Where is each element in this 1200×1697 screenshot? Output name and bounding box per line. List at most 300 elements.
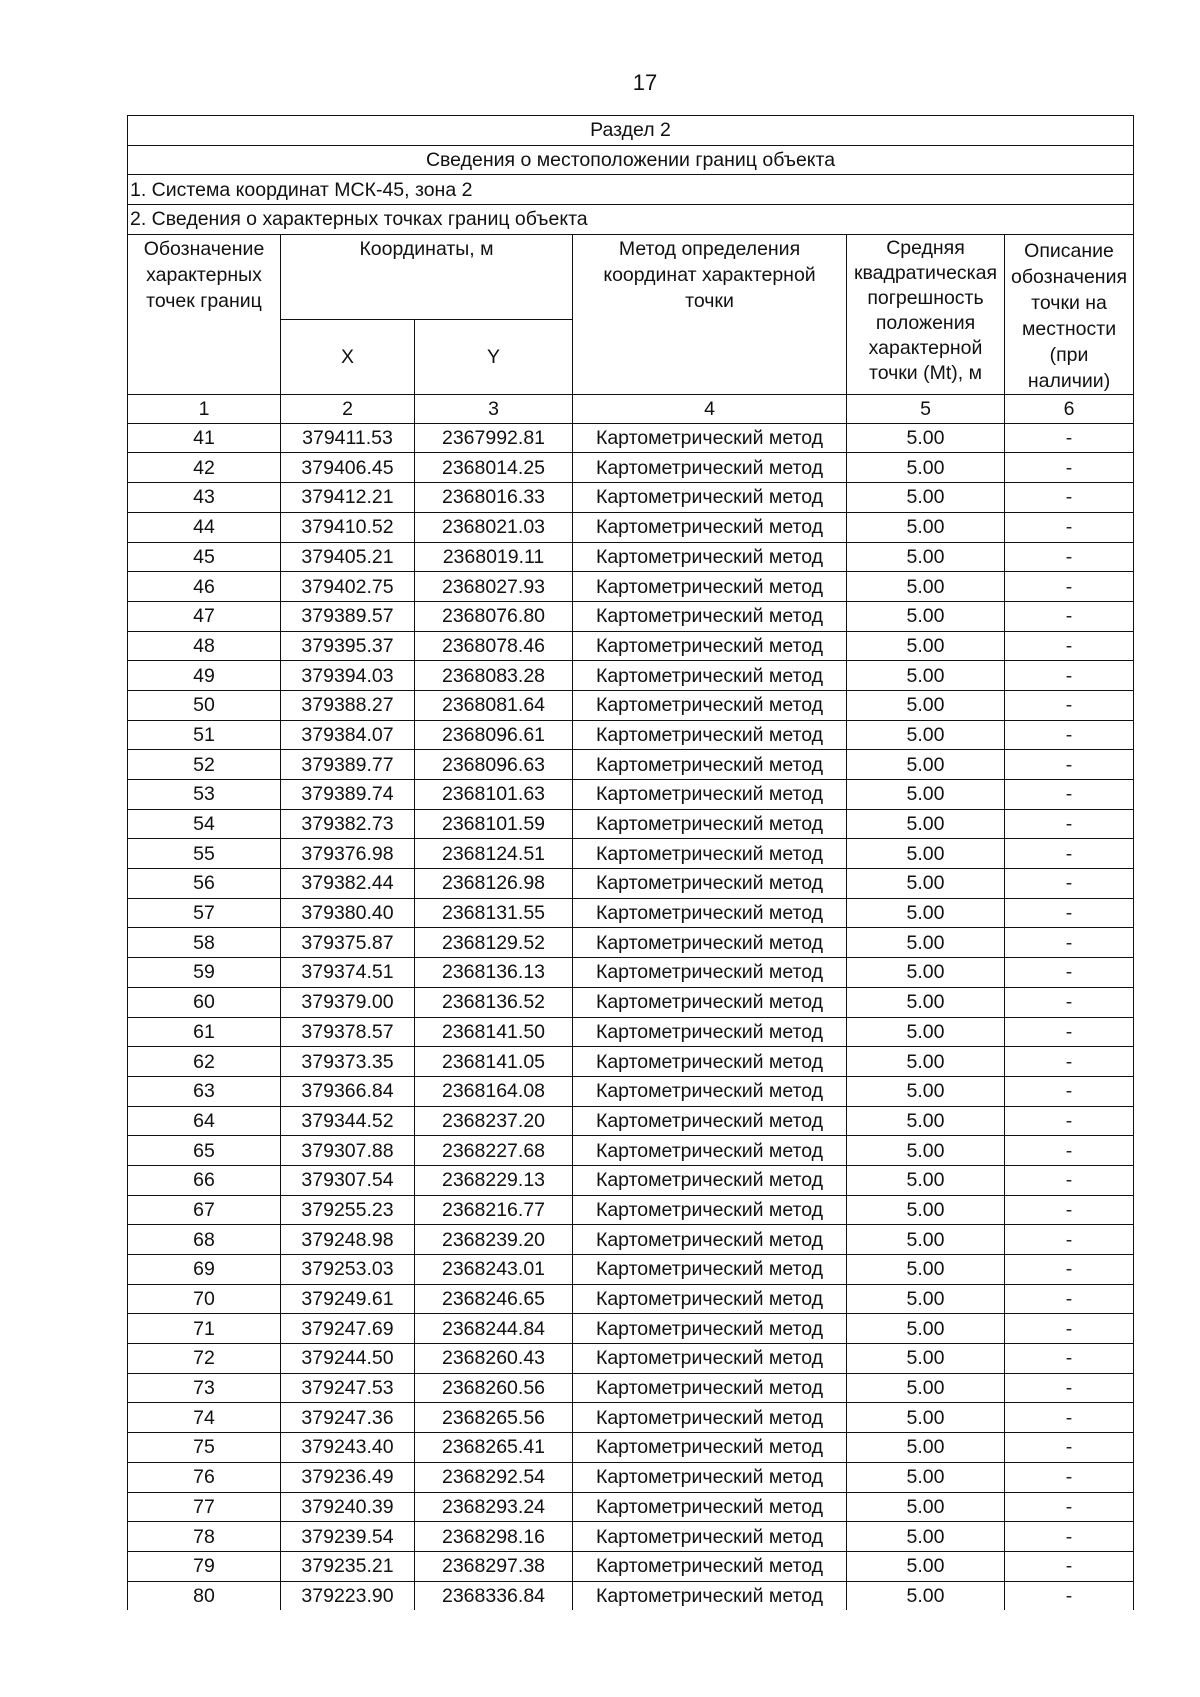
point-id-cell: 54 bbox=[128, 809, 281, 839]
x-coordinate-cell: 379223.90 bbox=[281, 1581, 415, 1610]
x-coordinate-cell: 379388.27 bbox=[281, 690, 415, 720]
point-id-cell: 70 bbox=[128, 1284, 281, 1314]
description-cell: - bbox=[1005, 453, 1134, 483]
x-coordinate-cell: 379244.50 bbox=[281, 1344, 415, 1374]
table-row bbox=[128, 1225, 1134, 1255]
section-title: Раздел 2 bbox=[128, 116, 1134, 146]
description-cell: - bbox=[1005, 1225, 1134, 1255]
table-row bbox=[128, 1551, 1134, 1581]
x-coordinate-cell: 379376.98 bbox=[281, 839, 415, 869]
x-coordinate-cell: 379247.36 bbox=[281, 1403, 415, 1433]
description-cell: - bbox=[1005, 720, 1134, 750]
x-coordinate-cell: 379395.37 bbox=[281, 631, 415, 661]
description-cell: - bbox=[1005, 1522, 1134, 1552]
column-number: 1 bbox=[128, 394, 281, 423]
description-cell: - bbox=[1005, 1344, 1134, 1374]
error-cell: 5.00 bbox=[847, 1344, 1005, 1374]
y-coordinate-cell: 2368129.52 bbox=[415, 928, 573, 958]
description-cell: - bbox=[1005, 512, 1134, 542]
table-row bbox=[128, 1136, 1134, 1166]
header-method: Метод определения координат характерной точки bbox=[573, 234, 847, 394]
header-description: Описание обозначения точки на местности (при наличии) bbox=[1005, 234, 1134, 394]
x-coordinate-cell: 379406.45 bbox=[281, 453, 415, 483]
error-cell: 5.00 bbox=[847, 1581, 1005, 1610]
y-coordinate-cell: 2368265.56 bbox=[415, 1403, 573, 1433]
x-coordinate-cell: 379382.44 bbox=[281, 869, 415, 899]
table-row bbox=[128, 1433, 1134, 1463]
point-id-cell: 47 bbox=[128, 601, 281, 631]
error-cell: 5.00 bbox=[847, 601, 1005, 631]
error-cell: 5.00 bbox=[847, 1522, 1005, 1552]
table-row bbox=[128, 1373, 1134, 1403]
method-cell: Картометрический метод bbox=[573, 1255, 847, 1285]
error-cell: 5.00 bbox=[847, 542, 1005, 572]
x-coordinate-cell: 379307.88 bbox=[281, 1136, 415, 1166]
table-row bbox=[128, 1047, 1134, 1077]
error-cell: 5.00 bbox=[847, 928, 1005, 958]
table-row bbox=[128, 928, 1134, 958]
y-coordinate-cell: 2368021.03 bbox=[415, 512, 573, 542]
x-coordinate-cell: 379379.00 bbox=[281, 987, 415, 1017]
method-cell: Картометрический метод bbox=[573, 572, 847, 602]
x-coordinate-cell: 379389.77 bbox=[281, 750, 415, 780]
point-id-cell: 78 bbox=[128, 1522, 281, 1552]
description-cell: - bbox=[1005, 750, 1134, 780]
method-cell: Картометрический метод bbox=[573, 1136, 847, 1166]
method-cell: Картометрический метод bbox=[573, 1581, 847, 1610]
description-cell: - bbox=[1005, 1284, 1134, 1314]
point-id-cell: 42 bbox=[128, 453, 281, 483]
error-cell: 5.00 bbox=[847, 572, 1005, 602]
point-id-cell: 72 bbox=[128, 1344, 281, 1374]
point-id-cell: 65 bbox=[128, 1136, 281, 1166]
point-id-cell: 48 bbox=[128, 631, 281, 661]
y-coordinate-cell: 2368016.33 bbox=[415, 483, 573, 513]
x-coordinate-cell: 379236.49 bbox=[281, 1462, 415, 1492]
table-row bbox=[128, 1492, 1134, 1522]
coordinate-system-row bbox=[128, 175, 1134, 205]
method-cell: Картометрический метод bbox=[573, 1492, 847, 1522]
point-id-cell: 62 bbox=[128, 1047, 281, 1077]
method-cell: Картометрический метод bbox=[573, 1106, 847, 1136]
boundary-points-table bbox=[127, 115, 1134, 1610]
points-heading: 2. Сведения о характерных точках границ объекта bbox=[128, 205, 1134, 235]
method-cell: Картометрический метод bbox=[573, 1225, 847, 1255]
table-row bbox=[128, 1165, 1134, 1195]
method-cell: Картометрический метод bbox=[573, 869, 847, 899]
description-cell: - bbox=[1005, 958, 1134, 988]
column-number: 5 bbox=[847, 394, 1005, 423]
method-cell: Картометрический метод bbox=[573, 1522, 847, 1552]
y-coordinate-cell: 2368229.13 bbox=[415, 1165, 573, 1195]
y-coordinate-cell: 2368298.16 bbox=[415, 1522, 573, 1552]
table-row bbox=[128, 690, 1134, 720]
section-title-row bbox=[128, 116, 1134, 146]
y-coordinate-cell: 2368265.41 bbox=[415, 1433, 573, 1463]
method-cell: Картометрический метод bbox=[573, 720, 847, 750]
x-coordinate-cell: 379247.69 bbox=[281, 1314, 415, 1344]
x-coordinate-cell: 379382.73 bbox=[281, 809, 415, 839]
description-cell: - bbox=[1005, 898, 1134, 928]
method-cell: Картометрический метод bbox=[573, 780, 847, 810]
point-id-cell: 44 bbox=[128, 512, 281, 542]
method-cell: Картометрический метод bbox=[573, 453, 847, 483]
x-coordinate-cell: 379412.21 bbox=[281, 483, 415, 513]
method-cell: Картометрический метод bbox=[573, 809, 847, 839]
y-coordinate-cell: 2368019.11 bbox=[415, 542, 573, 572]
error-cell: 5.00 bbox=[847, 453, 1005, 483]
y-coordinate-cell: 2368239.20 bbox=[415, 1225, 573, 1255]
error-cell: 5.00 bbox=[847, 839, 1005, 869]
method-cell: Картометрический метод bbox=[573, 1433, 847, 1463]
point-id-cell: 73 bbox=[128, 1373, 281, 1403]
column-numbers-row bbox=[128, 394, 1134, 423]
table-row bbox=[128, 661, 1134, 691]
x-coordinate-cell: 379374.51 bbox=[281, 958, 415, 988]
method-cell: Картометрический метод bbox=[573, 512, 847, 542]
error-cell: 5.00 bbox=[847, 1551, 1005, 1581]
table-row bbox=[128, 958, 1134, 988]
error-cell: 5.00 bbox=[847, 1106, 1005, 1136]
x-coordinate-cell: 379389.74 bbox=[281, 780, 415, 810]
point-id-cell: 41 bbox=[128, 423, 281, 453]
method-cell: Картометрический метод bbox=[573, 1551, 847, 1581]
table-row bbox=[128, 809, 1134, 839]
error-cell: 5.00 bbox=[847, 1433, 1005, 1463]
error-cell: 5.00 bbox=[847, 1314, 1005, 1344]
x-coordinate-cell: 379253.03 bbox=[281, 1255, 415, 1285]
y-coordinate-cell: 2368246.65 bbox=[415, 1284, 573, 1314]
subtitle-row bbox=[128, 145, 1134, 175]
y-coordinate-cell: 2368027.93 bbox=[415, 572, 573, 602]
error-cell: 5.00 bbox=[847, 987, 1005, 1017]
column-number: 6 bbox=[1005, 394, 1134, 423]
y-coordinate-cell: 2368141.50 bbox=[415, 1017, 573, 1047]
description-cell: - bbox=[1005, 1403, 1134, 1433]
method-cell: Картометрический метод bbox=[573, 542, 847, 572]
x-coordinate-cell: 379405.21 bbox=[281, 542, 415, 572]
description-cell: - bbox=[1005, 869, 1134, 899]
y-coordinate-cell: 2368216.77 bbox=[415, 1195, 573, 1225]
description-cell: - bbox=[1005, 1136, 1134, 1166]
point-id-cell: 69 bbox=[128, 1255, 281, 1285]
x-coordinate-cell: 379410.52 bbox=[281, 512, 415, 542]
y-coordinate-cell: 2368297.38 bbox=[415, 1551, 573, 1581]
x-coordinate-cell: 379249.61 bbox=[281, 1284, 415, 1314]
y-coordinate-cell: 2368096.61 bbox=[415, 720, 573, 750]
description-cell: - bbox=[1005, 1017, 1134, 1047]
method-cell: Картометрический метод bbox=[573, 423, 847, 453]
points-heading-row bbox=[128, 205, 1134, 235]
method-cell: Картометрический метод bbox=[573, 601, 847, 631]
x-coordinate-cell: 379239.54 bbox=[281, 1522, 415, 1552]
method-cell: Картометрический метод bbox=[573, 1314, 847, 1344]
table-row bbox=[128, 898, 1134, 928]
x-coordinate-cell: 379411.53 bbox=[281, 423, 415, 453]
point-id-cell: 61 bbox=[128, 1017, 281, 1047]
error-cell: 5.00 bbox=[847, 631, 1005, 661]
point-id-cell: 66 bbox=[128, 1165, 281, 1195]
x-coordinate-cell: 379378.57 bbox=[281, 1017, 415, 1047]
description-cell: - bbox=[1005, 809, 1134, 839]
method-cell: Картометрический метод bbox=[573, 1076, 847, 1106]
y-coordinate-cell: 2368101.63 bbox=[415, 780, 573, 810]
error-cell: 5.00 bbox=[847, 1017, 1005, 1047]
point-id-cell: 50 bbox=[128, 690, 281, 720]
point-id-cell: 77 bbox=[128, 1492, 281, 1522]
description-cell: - bbox=[1005, 1165, 1134, 1195]
point-id-cell: 71 bbox=[128, 1314, 281, 1344]
table-row bbox=[128, 1314, 1134, 1344]
x-coordinate-cell: 379247.53 bbox=[281, 1373, 415, 1403]
point-id-cell: 68 bbox=[128, 1225, 281, 1255]
y-coordinate-cell: 2368243.01 bbox=[415, 1255, 573, 1285]
y-coordinate-cell: 2368136.13 bbox=[415, 958, 573, 988]
header-coordinates: Координаты, м bbox=[281, 234, 573, 319]
y-coordinate-cell: 2368101.59 bbox=[415, 809, 573, 839]
x-coordinate-cell: 379373.35 bbox=[281, 1047, 415, 1077]
description-cell: - bbox=[1005, 1581, 1134, 1610]
point-id-cell: 64 bbox=[128, 1106, 281, 1136]
description-cell: - bbox=[1005, 1076, 1134, 1106]
method-cell: Картометрический метод bbox=[573, 1017, 847, 1047]
table-row bbox=[128, 720, 1134, 750]
x-coordinate-cell: 379375.87 bbox=[281, 928, 415, 958]
method-cell: Картометрический метод bbox=[573, 1165, 847, 1195]
table-row bbox=[128, 453, 1134, 483]
method-cell: Картометрический метод bbox=[573, 1195, 847, 1225]
error-cell: 5.00 bbox=[847, 809, 1005, 839]
point-id-cell: 59 bbox=[128, 958, 281, 988]
header-x: X bbox=[281, 319, 415, 394]
error-cell: 5.00 bbox=[847, 661, 1005, 691]
method-cell: Картометрический метод bbox=[573, 690, 847, 720]
error-cell: 5.00 bbox=[847, 423, 1005, 453]
point-id-cell: 43 bbox=[128, 483, 281, 513]
table-row bbox=[128, 601, 1134, 631]
point-id-cell: 51 bbox=[128, 720, 281, 750]
error-cell: 5.00 bbox=[847, 869, 1005, 899]
error-cell: 5.00 bbox=[847, 720, 1005, 750]
x-coordinate-cell: 379255.23 bbox=[281, 1195, 415, 1225]
error-cell: 5.00 bbox=[847, 1403, 1005, 1433]
description-cell: - bbox=[1005, 1047, 1134, 1077]
x-coordinate-cell: 379402.75 bbox=[281, 572, 415, 602]
section-subtitle: Сведения о местоположении границ объекта bbox=[128, 145, 1134, 175]
method-cell: Картометрический метод bbox=[573, 1284, 847, 1314]
description-cell: - bbox=[1005, 839, 1134, 869]
header-y: Y bbox=[415, 319, 573, 394]
error-cell: 5.00 bbox=[847, 1225, 1005, 1255]
y-coordinate-cell: 2368083.28 bbox=[415, 661, 573, 691]
method-cell: Картометрический метод bbox=[573, 839, 847, 869]
description-cell: - bbox=[1005, 928, 1134, 958]
y-coordinate-cell: 2368227.68 bbox=[415, 1136, 573, 1166]
column-number: 4 bbox=[573, 394, 847, 423]
table-row bbox=[128, 542, 1134, 572]
y-coordinate-cell: 2368292.54 bbox=[415, 1462, 573, 1492]
table-row bbox=[128, 631, 1134, 661]
description-cell: - bbox=[1005, 1462, 1134, 1492]
method-cell: Картометрический метод bbox=[573, 1462, 847, 1492]
x-coordinate-cell: 379366.84 bbox=[281, 1076, 415, 1106]
x-coordinate-cell: 379394.03 bbox=[281, 661, 415, 691]
error-cell: 5.00 bbox=[847, 483, 1005, 513]
y-coordinate-cell: 2368014.25 bbox=[415, 453, 573, 483]
error-cell: 5.00 bbox=[847, 1284, 1005, 1314]
table-row bbox=[128, 1195, 1134, 1225]
table-row bbox=[128, 572, 1134, 602]
error-cell: 5.00 bbox=[847, 1373, 1005, 1403]
error-cell: 5.00 bbox=[847, 1136, 1005, 1166]
table-row bbox=[128, 1462, 1134, 1492]
error-cell: 5.00 bbox=[847, 1255, 1005, 1285]
point-id-cell: 74 bbox=[128, 1403, 281, 1433]
method-cell: Картометрический метод bbox=[573, 1403, 847, 1433]
y-coordinate-cell: 2367992.81 bbox=[415, 423, 573, 453]
header-error: Средняя квадратическая погрешность положения характерной точки (Mt), м bbox=[847, 234, 1005, 394]
error-cell: 5.00 bbox=[847, 1165, 1005, 1195]
error-cell: 5.00 bbox=[847, 1047, 1005, 1077]
point-id-cell: 56 bbox=[128, 869, 281, 899]
point-id-cell: 79 bbox=[128, 1551, 281, 1581]
y-coordinate-cell: 2368141.05 bbox=[415, 1047, 573, 1077]
x-coordinate-cell: 379380.40 bbox=[281, 898, 415, 928]
error-cell: 5.00 bbox=[847, 958, 1005, 988]
y-coordinate-cell: 2368076.80 bbox=[415, 601, 573, 631]
y-coordinate-cell: 2368096.63 bbox=[415, 750, 573, 780]
point-id-cell: 63 bbox=[128, 1076, 281, 1106]
x-coordinate-cell: 379243.40 bbox=[281, 1433, 415, 1463]
point-id-cell: 58 bbox=[128, 928, 281, 958]
error-cell: 5.00 bbox=[847, 1195, 1005, 1225]
x-coordinate-cell: 379235.21 bbox=[281, 1551, 415, 1581]
error-cell: 5.00 bbox=[847, 898, 1005, 928]
method-cell: Картометрический метод bbox=[573, 1047, 847, 1077]
point-id-cell: 57 bbox=[128, 898, 281, 928]
y-coordinate-cell: 2368260.43 bbox=[415, 1344, 573, 1374]
y-coordinate-cell: 2368136.52 bbox=[415, 987, 573, 1017]
error-cell: 5.00 bbox=[847, 750, 1005, 780]
table-row bbox=[128, 839, 1134, 869]
point-id-cell: 53 bbox=[128, 780, 281, 810]
x-coordinate-cell: 379240.39 bbox=[281, 1492, 415, 1522]
point-id-cell: 76 bbox=[128, 1462, 281, 1492]
description-cell: - bbox=[1005, 1373, 1134, 1403]
y-coordinate-cell: 2368260.56 bbox=[415, 1373, 573, 1403]
y-coordinate-cell: 2368237.20 bbox=[415, 1106, 573, 1136]
point-id-cell: 80 bbox=[128, 1581, 281, 1610]
point-id-cell: 49 bbox=[128, 661, 281, 691]
table-row bbox=[128, 1581, 1134, 1610]
y-coordinate-cell: 2368336.84 bbox=[415, 1581, 573, 1610]
description-cell: - bbox=[1005, 661, 1134, 691]
coordinate-system: 1. Система координат МСК-45, зона 2 bbox=[128, 175, 1134, 205]
description-cell: - bbox=[1005, 987, 1134, 1017]
y-coordinate-cell: 2368131.55 bbox=[415, 898, 573, 928]
description-cell: - bbox=[1005, 483, 1134, 513]
point-id-cell: 55 bbox=[128, 839, 281, 869]
method-cell: Картометрический метод bbox=[573, 928, 847, 958]
error-cell: 5.00 bbox=[847, 1076, 1005, 1106]
description-cell: - bbox=[1005, 601, 1134, 631]
y-coordinate-cell: 2368126.98 bbox=[415, 869, 573, 899]
header-point-id: Обозначение характерных точек границ bbox=[128, 234, 281, 394]
error-cell: 5.00 bbox=[847, 690, 1005, 720]
x-coordinate-cell: 379344.52 bbox=[281, 1106, 415, 1136]
method-cell: Картометрический метод bbox=[573, 958, 847, 988]
table-row bbox=[128, 750, 1134, 780]
point-id-cell: 46 bbox=[128, 572, 281, 602]
description-cell: - bbox=[1005, 631, 1134, 661]
page-number: 17 bbox=[632, 70, 658, 95]
table-row bbox=[128, 512, 1134, 542]
description-cell: - bbox=[1005, 690, 1134, 720]
description-cell: - bbox=[1005, 1551, 1134, 1581]
point-id-cell: 45 bbox=[128, 542, 281, 572]
x-coordinate-cell: 379384.07 bbox=[281, 720, 415, 750]
x-coordinate-cell: 379248.98 bbox=[281, 1225, 415, 1255]
description-cell: - bbox=[1005, 1195, 1134, 1225]
column-number: 3 bbox=[415, 394, 573, 423]
method-cell: Картометрический метод bbox=[573, 631, 847, 661]
method-cell: Картометрический метод bbox=[573, 898, 847, 928]
method-cell: Картометрический метод bbox=[573, 987, 847, 1017]
y-coordinate-cell: 2368081.64 bbox=[415, 690, 573, 720]
method-cell: Картометрический метод bbox=[573, 661, 847, 691]
method-cell: Картометрический метод bbox=[573, 1373, 847, 1403]
description-cell: - bbox=[1005, 1492, 1134, 1522]
y-coordinate-cell: 2368244.84 bbox=[415, 1314, 573, 1344]
table-row bbox=[128, 1284, 1134, 1314]
table-row bbox=[128, 423, 1134, 453]
table-row bbox=[128, 1522, 1134, 1552]
error-cell: 5.00 bbox=[847, 780, 1005, 810]
description-cell: - bbox=[1005, 1255, 1134, 1285]
table-row bbox=[128, 780, 1134, 810]
description-cell: - bbox=[1005, 780, 1134, 810]
table-row bbox=[128, 483, 1134, 513]
error-cell: 5.00 bbox=[847, 1462, 1005, 1492]
column-number: 2 bbox=[281, 394, 415, 423]
x-coordinate-cell: 379389.57 bbox=[281, 601, 415, 631]
description-cell: - bbox=[1005, 1106, 1134, 1136]
table-row bbox=[128, 869, 1134, 899]
point-id-cell: 67 bbox=[128, 1195, 281, 1225]
table-row bbox=[128, 1403, 1134, 1433]
description-cell: - bbox=[1005, 423, 1134, 453]
method-cell: Картометрический метод bbox=[573, 483, 847, 513]
point-id-cell: 60 bbox=[128, 987, 281, 1017]
y-coordinate-cell: 2368078.46 bbox=[415, 631, 573, 661]
table-row bbox=[128, 987, 1134, 1017]
error-cell: 5.00 bbox=[847, 1492, 1005, 1522]
description-cell: - bbox=[1005, 572, 1134, 602]
table-row bbox=[128, 1076, 1134, 1106]
table-row bbox=[128, 1255, 1134, 1285]
description-cell: - bbox=[1005, 1314, 1134, 1344]
y-coordinate-cell: 2368124.51 bbox=[415, 839, 573, 869]
point-id-cell: 52 bbox=[128, 750, 281, 780]
description-cell: - bbox=[1005, 542, 1134, 572]
point-id-cell: 75 bbox=[128, 1433, 281, 1463]
x-coordinate-cell: 379307.54 bbox=[281, 1165, 415, 1195]
header-row bbox=[128, 234, 1134, 319]
error-cell: 5.00 bbox=[847, 512, 1005, 542]
method-cell: Картометрический метод bbox=[573, 1344, 847, 1374]
y-coordinate-cell: 2368293.24 bbox=[415, 1492, 573, 1522]
method-cell: Картометрический метод bbox=[573, 750, 847, 780]
